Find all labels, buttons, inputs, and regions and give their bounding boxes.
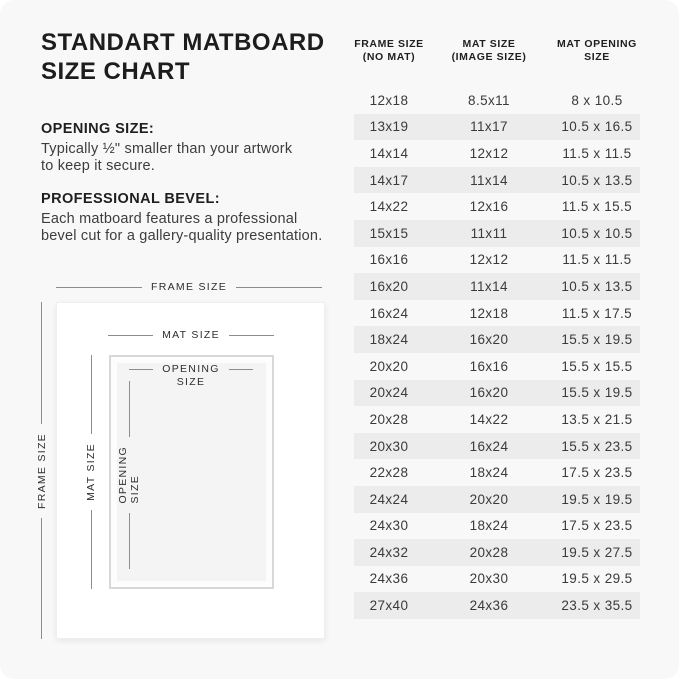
table-row <box>354 140 640 167</box>
opening-size-text-line2: to keep it secure. <box>41 157 156 174</box>
frame-size-label: FRAME SIZE <box>151 281 228 293</box>
table-cell: 24x36 <box>469 598 509 614</box>
dimension-line <box>129 513 130 569</box>
table-cell: 16x16 <box>469 358 509 374</box>
table-cell: 22x28 <box>369 465 409 481</box>
column-header-mat-opening-size: MAT OPENING SIZE <box>557 38 637 63</box>
dimension-line <box>108 335 153 336</box>
mat-size-label: MAT SIZE <box>162 329 220 341</box>
table-row <box>354 380 640 407</box>
table-cell: 11x14 <box>470 278 508 294</box>
table-cell: 20x28 <box>469 544 509 560</box>
table-row <box>354 566 640 593</box>
table-cell: 14x22 <box>369 199 409 215</box>
table-cell: 24x30 <box>369 518 409 534</box>
column-header-mat-size: MAT SIZE (IMAGE SIZE) <box>451 38 527 63</box>
dimension-line <box>41 302 42 424</box>
opening-size-vertical-dimension <box>115 381 143 569</box>
size-table <box>354 38 640 619</box>
table-cell: 20x30 <box>369 438 409 454</box>
table-row <box>354 273 640 300</box>
dimension-line <box>91 510 92 589</box>
opening-size-vertical-line2: SIZE <box>129 475 141 504</box>
table-cell: 8 x 10.5 <box>571 92 623 108</box>
table-row <box>354 87 640 114</box>
table-cell: 16x20 <box>469 332 509 348</box>
table-cell: 12x18 <box>469 305 509 321</box>
dimension-line <box>229 335 274 336</box>
table-cell: 11x14 <box>470 172 508 188</box>
table-row <box>354 167 640 194</box>
table-row <box>354 406 640 433</box>
dimension-line <box>229 369 253 370</box>
size-table-body <box>354 87 640 619</box>
table-cell: 12x12 <box>469 145 509 161</box>
table-cell: 10.5 x 13.5 <box>561 172 633 188</box>
table-cell: 8.5x11 <box>468 92 510 108</box>
table-cell: 27x40 <box>369 598 409 614</box>
mat-size-label-vertical: MAT SIZE <box>85 443 97 501</box>
table-row <box>354 114 640 141</box>
size-table-header <box>354 38 640 64</box>
dimension-line <box>91 355 92 434</box>
table-cell: 18x24 <box>469 465 509 481</box>
table-cell: 15.5 x 15.5 <box>561 358 633 374</box>
table-cell: 16x20 <box>369 278 409 294</box>
opening-size-heading: OPENING SIZE: <box>41 121 155 137</box>
table-cell: 11.5 x 15.5 <box>561 199 633 215</box>
table-row <box>354 193 640 220</box>
dimension-line <box>236 287 322 288</box>
opening-size-label-vertical <box>117 446 141 504</box>
professional-bevel-heading: PROFESSIONAL BEVEL: <box>41 191 220 207</box>
table-cell: 16x16 <box>369 252 409 268</box>
table-cell: 20x30 <box>469 571 509 587</box>
table-cell: 13.5 x 21.5 <box>561 411 633 427</box>
table-cell: 15.5 x 19.5 <box>561 332 633 348</box>
table-row <box>354 592 640 619</box>
table-cell: 11x17 <box>470 119 508 135</box>
table-cell: 11.5 x 17.5 <box>561 305 633 321</box>
table-cell: 15.5 x 23.5 <box>561 438 633 454</box>
opening-size-text-line1: Typically ½" smaller than your artwork <box>41 141 293 157</box>
mat-size-horizontal-dimension <box>108 329 274 342</box>
opening-size-label-line1: OPENING <box>162 363 220 375</box>
table-row <box>354 459 640 486</box>
frame-size-horizontal-dimension <box>56 281 322 294</box>
table-cell: 15.5 x 19.5 <box>561 385 633 401</box>
page-title: STANDART MATBOARD SIZE CHART <box>41 29 325 85</box>
table-cell: 24x24 <box>369 491 409 507</box>
table-row <box>354 433 640 460</box>
table-cell: 16x24 <box>369 305 409 321</box>
table-cell: 11x11 <box>470 225 508 241</box>
table-cell: 20x20 <box>469 491 509 507</box>
column-header-frame-size: FRAME SIZE (NO MAT) <box>354 38 424 63</box>
opening-size-horizontal-dimension <box>129 363 253 389</box>
table-row <box>354 513 640 540</box>
table-cell: 12x18 <box>369 92 409 108</box>
table-cell: 20x20 <box>369 358 409 374</box>
table-cell: 17.5 x 23.5 <box>561 465 633 481</box>
table-cell: 16x24 <box>469 438 509 454</box>
professional-bevel-text-line1: Each matboard features a professional <box>41 211 298 227</box>
table-cell: 12x16 <box>469 199 509 215</box>
table-cell: 24x36 <box>369 571 409 587</box>
dimension-line <box>129 381 130 437</box>
table-row <box>354 353 640 380</box>
professional-bevel-text-line2: bevel cut for a gallery-quality presentation. <box>41 227 323 244</box>
table-cell: 10.5 x 16.5 <box>561 119 633 135</box>
mat-size-vertical-dimension <box>84 355 98 589</box>
table-cell: 20x24 <box>369 385 409 401</box>
table-cell: 23.5 x 35.5 <box>561 598 633 614</box>
table-cell: 10.5 x 10.5 <box>561 225 633 241</box>
table-row <box>354 300 640 327</box>
dimension-line <box>41 518 42 640</box>
table-row <box>354 539 640 566</box>
table-cell: 20x28 <box>369 411 409 427</box>
table-cell: 17.5 x 23.5 <box>561 518 633 534</box>
professional-bevel-section <box>41 191 322 244</box>
table-cell: 14x14 <box>369 145 409 161</box>
table-cell: 19.5 x 27.5 <box>561 544 633 560</box>
opening-size-label <box>162 363 220 389</box>
table-cell: 18x24 <box>469 518 509 534</box>
table-cell: 12x12 <box>469 252 509 268</box>
table-cell: 16x20 <box>469 385 509 401</box>
frame-size-label-vertical: FRAME SIZE <box>35 432 48 509</box>
frame-diagram <box>56 302 325 639</box>
table-cell: 11.5 x 11.5 <box>562 252 632 268</box>
table-cell: 11.5 x 11.5 <box>562 145 632 161</box>
dimension-line <box>56 287 142 288</box>
dimension-line <box>129 369 153 370</box>
table-cell: 19.5 x 19.5 <box>561 491 633 507</box>
frame-size-vertical-dimension <box>34 302 49 639</box>
table-cell: 24x32 <box>369 544 409 560</box>
table-row <box>354 486 640 513</box>
table-cell: 10.5 x 13.5 <box>561 278 633 294</box>
opening-size-label-line2: SIZE <box>176 376 206 388</box>
table-cell: 14x17 <box>369 172 409 188</box>
table-row <box>354 220 640 247</box>
table-cell: 14x22 <box>469 411 509 427</box>
table-row <box>354 326 640 353</box>
opening-size-section <box>41 121 292 174</box>
table-row <box>354 247 640 274</box>
table-cell: 13x19 <box>369 119 409 135</box>
table-cell: 15x15 <box>369 225 409 241</box>
table-cell: 18x24 <box>369 332 409 348</box>
opening-size-vertical-line1: OPENING <box>117 446 129 504</box>
table-cell: 19.5 x 29.5 <box>561 571 633 587</box>
